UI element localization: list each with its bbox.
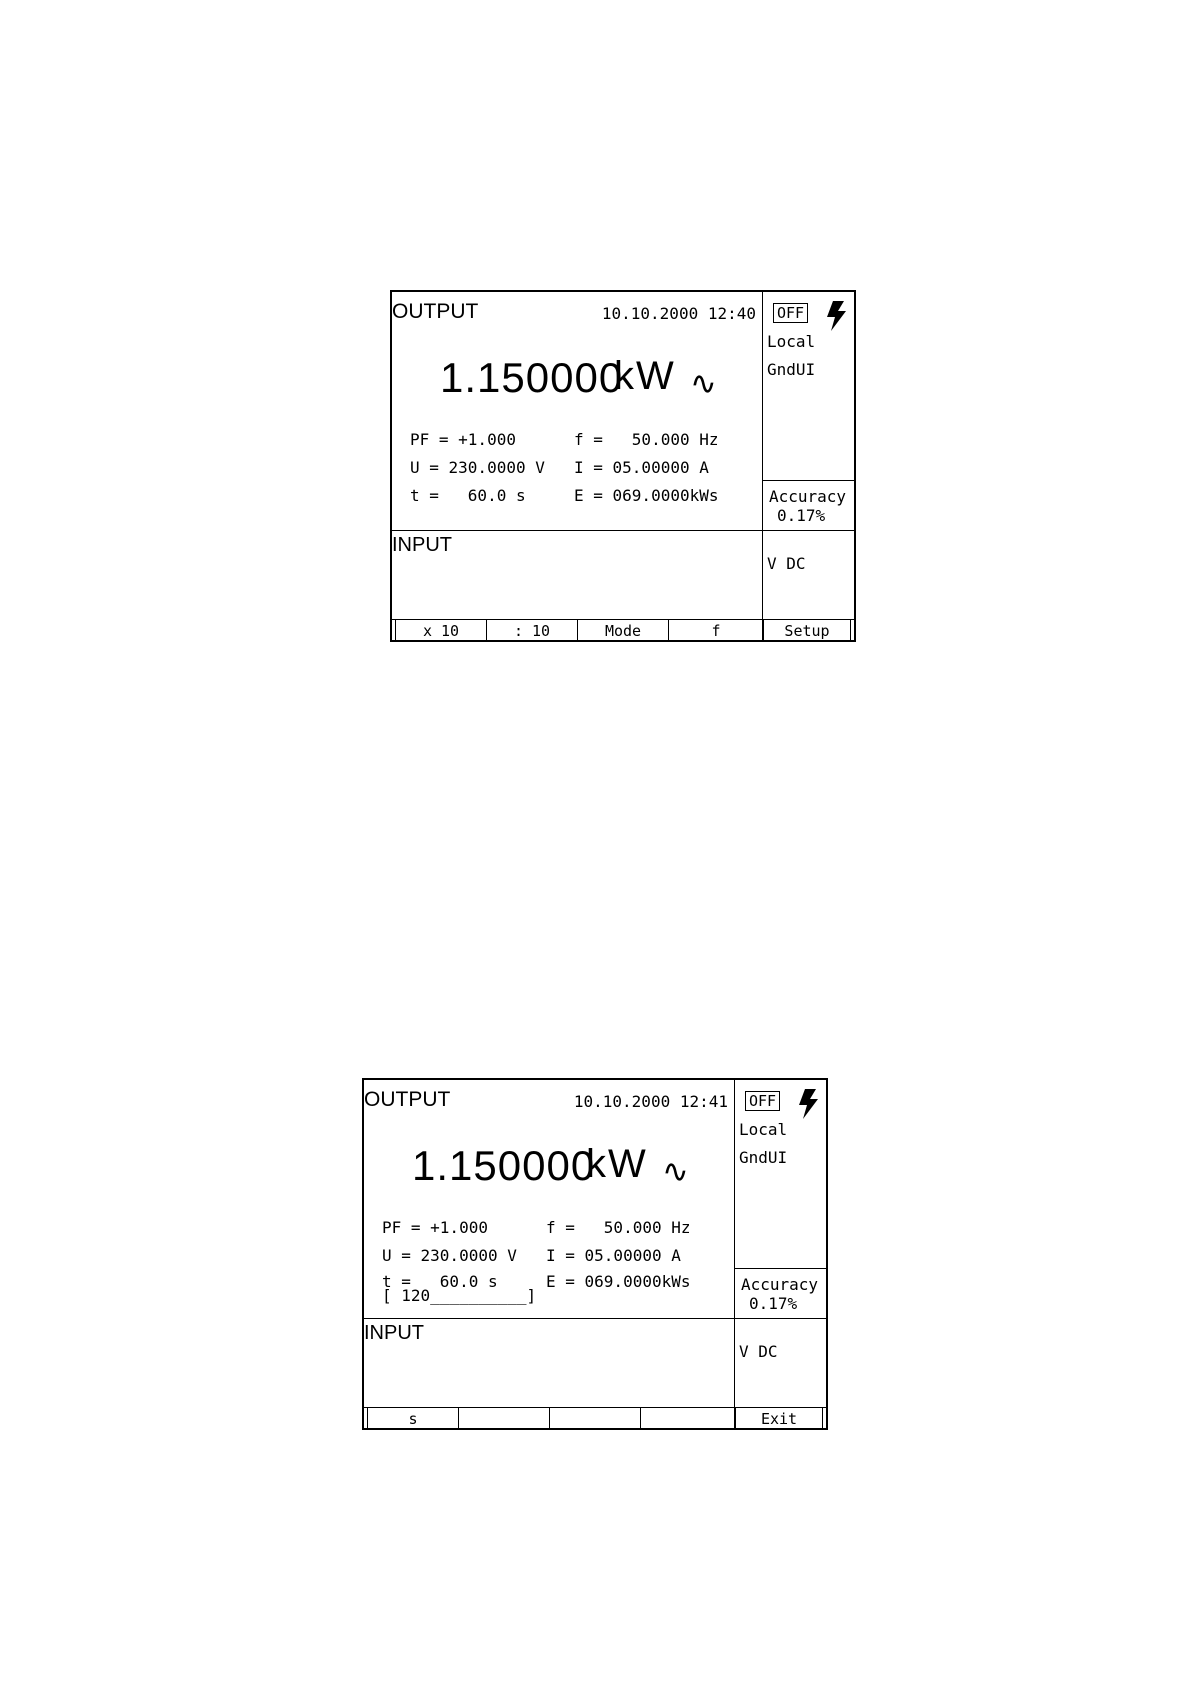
voltage: U = 230.0000 V <box>382 1246 517 1265</box>
input-divider-right <box>763 530 854 531</box>
softkey-bar <box>392 619 854 640</box>
output-panel <box>364 1080 735 1430</box>
input-label: INPUT <box>392 534 452 556</box>
time: t = 60.0 s <box>410 486 526 505</box>
output-input-divider <box>392 530 762 531</box>
output-off-badge: OFF <box>745 1091 780 1111</box>
main-output-unit: kW <box>614 354 676 398</box>
high-voltage-bolt-icon <box>825 300 847 332</box>
status-panel <box>735 1080 826 1430</box>
sine-wave-icon: ∿ <box>662 1152 689 1190</box>
voltage: U = 230.0000 V <box>410 458 545 477</box>
power-factor: PF = +1.000 <box>410 430 516 449</box>
output-off-badge: OFF <box>773 303 808 323</box>
main-output-value: 1.150000 <box>440 354 624 401</box>
accuracy-value: 0.17% <box>777 506 826 525</box>
accuracy-divider <box>735 1268 826 1269</box>
power-factor: PF = +1.000 <box>382 1218 488 1237</box>
accuracy-divider <box>763 480 854 481</box>
softkey-3[interactable]: Mode <box>577 620 668 640</box>
input-function: V DC <box>767 554 806 573</box>
main-output-value: 1.150000 <box>412 1142 596 1189</box>
energy: E = 069.0000kWs <box>574 486 719 505</box>
current: I = 05.00000 A <box>546 1246 681 1265</box>
softkey-4[interactable] <box>640 1408 735 1428</box>
remote-local-status: Local <box>739 1120 788 1139</box>
softkey-3[interactable] <box>549 1408 640 1428</box>
softkey-bar <box>364 1407 826 1428</box>
softkey-2[interactable] <box>458 1408 549 1428</box>
high-voltage-bolt-icon <box>797 1088 819 1120</box>
input-label: INPUT <box>364 1322 424 1344</box>
frequency: f = 50.000 Hz <box>574 430 719 449</box>
ground-status: GndUI <box>767 360 816 379</box>
current: I = 05.00000 A <box>574 458 709 477</box>
softkey-2[interactable]: : 10 <box>486 620 577 640</box>
output-panel <box>392 292 763 642</box>
datetime: 10.10.2000 12:40 <box>601 304 756 323</box>
softkey-1[interactable]: x 10 <box>395 620 486 640</box>
time: t = 60.0 s <box>382 1272 498 1291</box>
time-entry-field[interactable]: [ 120__________] <box>382 1286 537 1305</box>
calibrator-display-2 <box>362 1078 828 1430</box>
calibrator-display-1 <box>390 290 856 642</box>
softkey-4[interactable]: f <box>668 620 763 640</box>
softkey-5[interactable]: Exit <box>735 1408 823 1428</box>
output-input-divider <box>364 1318 734 1319</box>
main-output-unit: kW <box>586 1142 648 1186</box>
status-panel <box>763 292 854 642</box>
energy: E = 069.0000kWs <box>546 1272 691 1291</box>
accuracy-label: Accuracy <box>741 1275 819 1294</box>
softkey-5[interactable]: Setup <box>763 620 851 640</box>
ground-status: GndUI <box>739 1148 788 1167</box>
softkey-1[interactable]: s <box>367 1408 458 1428</box>
input-divider-right <box>735 1318 826 1319</box>
remote-local-status: Local <box>767 332 816 351</box>
sine-wave-icon: ∿ <box>690 364 717 402</box>
frequency: f = 50.000 Hz <box>546 1218 691 1237</box>
datetime: 10.10.2000 12:41 <box>573 1092 728 1111</box>
output-label: OUTPUT <box>364 1088 451 1111</box>
input-function: V DC <box>739 1342 778 1361</box>
output-label: OUTPUT <box>392 300 479 323</box>
accuracy-label: Accuracy <box>769 487 847 506</box>
accuracy-value: 0.17% <box>749 1294 798 1313</box>
